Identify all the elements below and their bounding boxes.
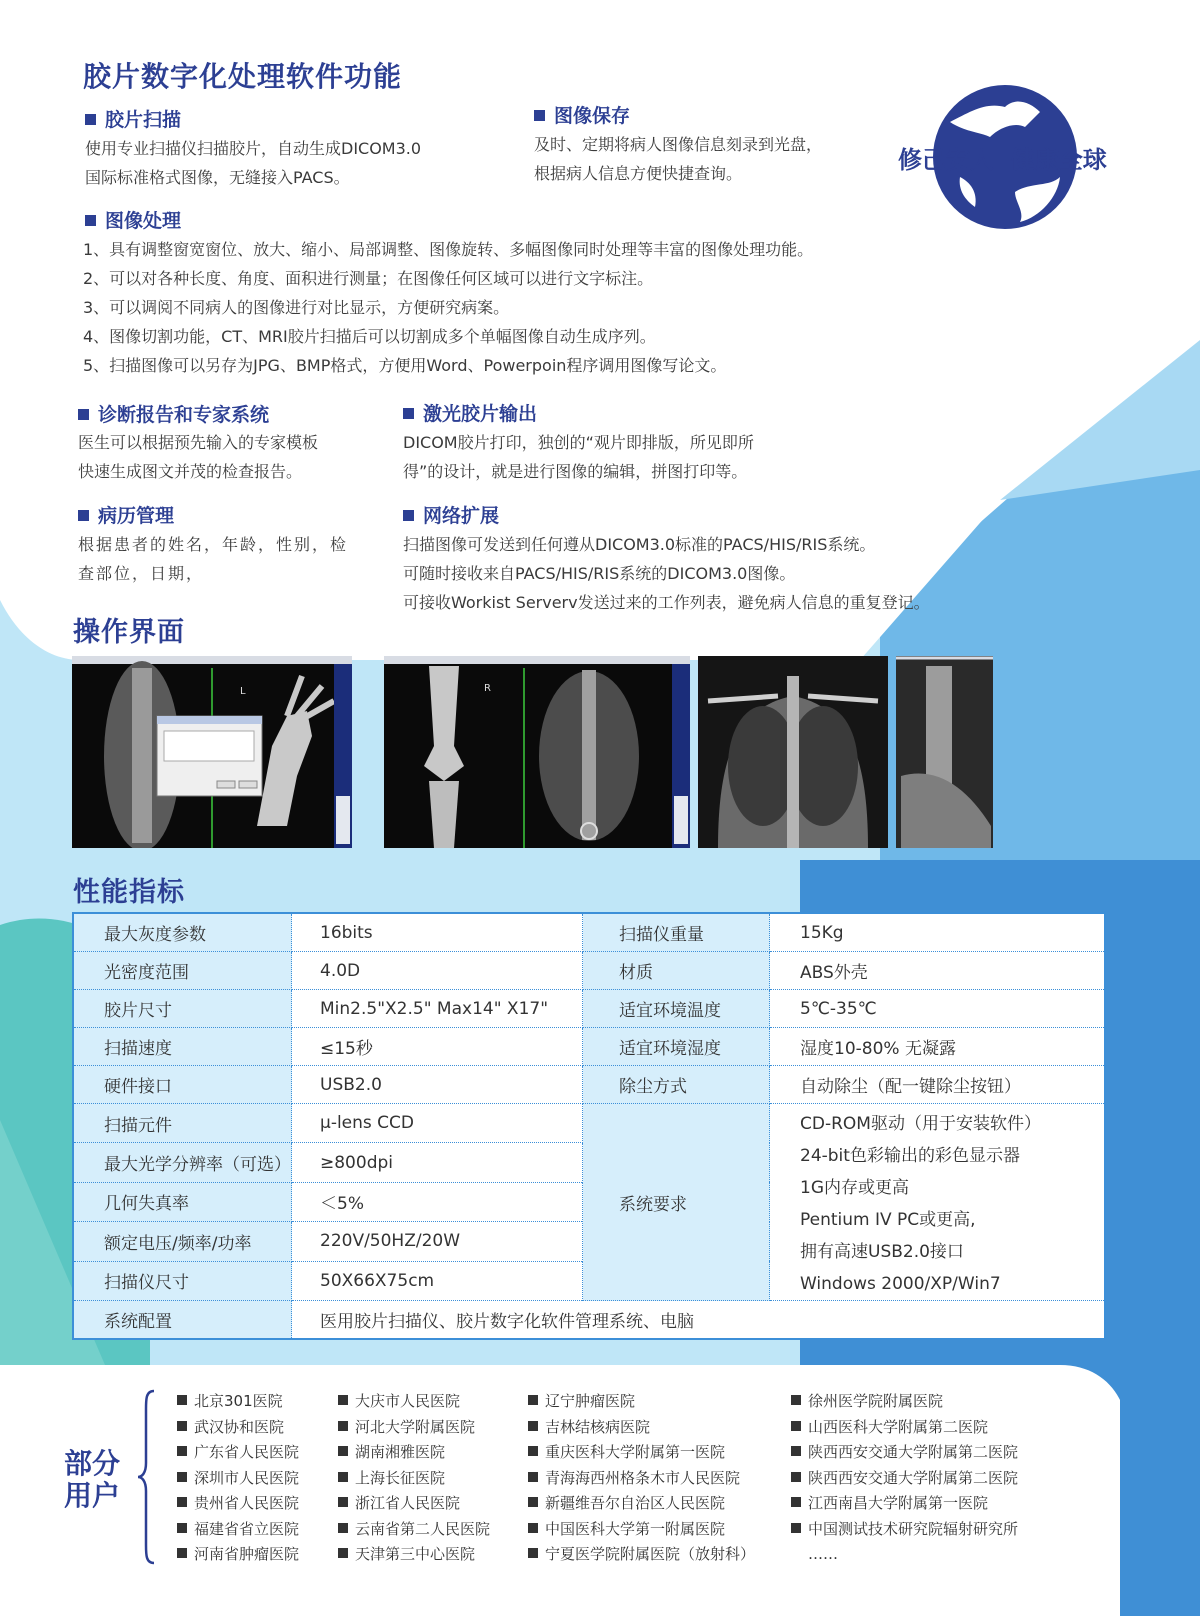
spec-value: ＜5% <box>292 1182 583 1221</box>
list-item <box>177 1542 299 1568</box>
spec-table <box>72 912 1106 1340</box>
sysreq-line: 24-bit色彩输出的彩色显示器 <box>800 1146 1020 1166</box>
bullet-square-icon <box>534 110 545 121</box>
list-item <box>177 1517 299 1543</box>
logo-slogan: 修己安人 健康全球 <box>898 146 1107 174</box>
list-item <box>338 1517 490 1543</box>
more-ellipsis: …… <box>808 1545 838 1563</box>
section-laser-body <box>403 428 754 486</box>
spec-value: 5℃-35℃ <box>770 990 1106 1028</box>
list-item <box>338 1415 490 1441</box>
bullet-square-icon <box>338 1446 348 1456</box>
hospital-name: 浙江省人民医院 <box>355 1494 461 1512</box>
table-row <box>73 1301 1105 1340</box>
bullet-square-icon <box>338 1523 348 1533</box>
spec-label: 适宜环境湿度 <box>583 1028 770 1066</box>
spec-value: ABS外壳 <box>770 952 1106 990</box>
hospital-column <box>528 1389 755 1568</box>
bullet-square-icon <box>338 1497 348 1507</box>
performance-title: 性能指标 <box>73 877 185 908</box>
text-line: DICOM胶片打印，独创的“观片即排版，所见即所 <box>403 433 754 452</box>
bullet-square-icon <box>791 1497 801 1507</box>
table-row <box>73 952 1105 990</box>
text-line: 可接收Workist Serverv发送过来的工作列表，避免病人信息的重复登记。 <box>403 593 930 612</box>
section-scan-title-text: 胶片扫描 <box>105 109 182 131</box>
spec-label: 额定电压/频率/功率 <box>73 1222 292 1261</box>
spec-label: 扫描速度 <box>73 1028 292 1066</box>
bullet-square-icon <box>528 1548 538 1558</box>
section-laser-title-text: 激光胶片输出 <box>423 403 538 425</box>
spec-value: 50X66X75cm <box>292 1261 583 1300</box>
spec-label: 扫描仪重量 <box>583 913 770 952</box>
hospital-name: 大庆市人民医院 <box>355 1392 461 1410</box>
spec-label: 适宜环境温度 <box>583 990 770 1028</box>
hospital-name: 广东省人民医院 <box>194 1443 300 1461</box>
bullet-square-icon <box>791 1472 801 1482</box>
spec-value: μ-lens CCD <box>292 1104 583 1143</box>
hospital-name: 贵州省人民医院 <box>194 1494 300 1512</box>
page-title: 胶片数字化处理软件功能 <box>83 60 403 93</box>
hospital-name: 深圳市人民医院 <box>194 1468 300 1487</box>
text-line: 扫描图像可发送到任何遵从DICOM3.0标准的PACS/HIS/RIS系统。 <box>403 535 876 554</box>
table-row <box>73 1028 1105 1066</box>
text-line: 根据患者的姓名，年龄，性别，检 <box>78 535 349 554</box>
list-item <box>528 1415 755 1441</box>
bullet-square-icon <box>78 510 89 521</box>
section-report-title-text: 诊断报告和专家系统 <box>98 404 270 426</box>
hospital-name: 辽宁肿瘤医院 <box>545 1392 636 1410</box>
section-scan-title <box>85 105 181 132</box>
hospital-name: 山西医科大学附属第二医院 <box>808 1417 989 1436</box>
hospital-name: 北京301医院 <box>194 1392 283 1410</box>
bullet-square-icon <box>78 409 89 420</box>
hospital-name: 重庆医科大学附属第一医院 <box>545 1443 726 1461</box>
sysreq-line: 1G内存或更高 <box>800 1178 909 1198</box>
screenshot-spine-wrist <box>72 656 352 848</box>
section-process-title-text: 图像处理 <box>105 210 182 232</box>
text-line: 使用专业扫描仪扫描胶片，自动生成DICOM3.0 <box>85 139 422 158</box>
list-item <box>528 1389 755 1415</box>
list-item <box>177 1440 299 1466</box>
bullet-square-icon <box>177 1472 187 1482</box>
bullet-square-icon <box>528 1395 538 1405</box>
bullet-square-icon <box>338 1421 348 1431</box>
users-title-line: 部分 <box>64 1447 121 1480</box>
bullet-square-icon <box>338 1395 348 1405</box>
spec-value: USB2.0 <box>292 1066 583 1104</box>
sysreq-line: Windows 2000/XP/Win7 <box>800 1274 1001 1294</box>
section-network-body <box>403 530 930 617</box>
spec-value: 4.0D <box>292 952 583 990</box>
section-save-title <box>534 101 630 128</box>
spec-label: 系统配置 <box>73 1301 292 1340</box>
spec-label: 扫描元件 <box>73 1104 292 1143</box>
bullet-square-icon <box>177 1497 187 1507</box>
hospital-name: 中国医科大学第一附属医院 <box>545 1519 726 1538</box>
spec-label: 最大灰度参数 <box>73 913 292 952</box>
list-item <box>528 1542 755 1568</box>
list-item <box>791 1517 1018 1543</box>
hospital-name: 天津第三中心医院 <box>355 1545 476 1563</box>
hospital-name: 河北大学附属医院 <box>355 1417 476 1436</box>
section-save-body <box>534 130 822 188</box>
list-item <box>338 1542 490 1568</box>
bullet-square-icon <box>177 1421 187 1431</box>
spec-value: 湿度10-80% 无凝露 <box>770 1028 1106 1066</box>
spec-value: 220V/50HZ/20W <box>292 1222 583 1261</box>
bullet-square-icon <box>177 1395 187 1405</box>
spec-value: 医用胶片扫描仪、胶片数字化软件管理系统、电脑 <box>292 1301 1106 1340</box>
text-line: 根据病人信息方便快捷查询。 <box>534 164 743 183</box>
text-line: 3、可以调阅不同病人的图像进行对比显示，方便研究病案。 <box>83 298 510 317</box>
bullet-square-icon <box>177 1548 187 1558</box>
bullet-square-icon <box>177 1523 187 1533</box>
bullet-square-icon <box>528 1523 538 1533</box>
list-item <box>338 1440 490 1466</box>
hospital-name: 云南省第二人民医院 <box>355 1519 491 1538</box>
sysreq-line: CD-ROM驱动（用于安装软件） <box>800 1114 1041 1134</box>
spec-value: ≤15秒 <box>292 1028 583 1066</box>
list-item <box>528 1466 755 1492</box>
text-line: 2、可以对各种长度、角度、面积进行测量；在图像任何区域可以进行文字标注。 <box>83 269 654 288</box>
list-item <box>791 1491 1018 1517</box>
bullet-square-icon <box>177 1446 187 1456</box>
section-save-title-text: 图像保存 <box>554 105 631 127</box>
section-scan-body <box>85 134 421 192</box>
spec-label: 除尘方式 <box>583 1066 770 1104</box>
brace-icon <box>136 1389 158 1565</box>
text-line: 5、扫描图像可以另存为JPG、BMP格式，方便用Word、Powerpoin程序调用图像写论文。 <box>83 356 727 375</box>
table-row <box>73 1066 1105 1104</box>
text-line: 国际标准格式图像，无缝接入PACS。 <box>85 168 350 187</box>
list-item <box>528 1517 755 1543</box>
hospital-name: 湖南湘雅医院 <box>355 1443 446 1461</box>
section-records-body <box>78 530 348 588</box>
section-report-body <box>78 428 318 486</box>
spec-value: ≥800dpi <box>292 1143 583 1182</box>
hospital-name: 河南省肿瘤医院 <box>194 1545 300 1563</box>
spec-label: 材质 <box>583 952 770 990</box>
list-item <box>791 1415 1018 1441</box>
list-item <box>791 1466 1018 1492</box>
interface-title: 操作界面 <box>73 617 185 648</box>
list-item <box>338 1466 490 1492</box>
sysreq-line: Pentium IV PC或更高, <box>800 1210 976 1230</box>
spec-label: 最大光学分辨率（可选） <box>73 1143 292 1182</box>
bullet-square-icon <box>528 1446 538 1456</box>
list-item <box>177 1389 299 1415</box>
section-report-title <box>78 400 269 427</box>
list-item-more <box>791 1542 1018 1568</box>
table-row <box>73 1104 1105 1143</box>
bullet-square-icon <box>791 1395 801 1405</box>
bullet-square-icon <box>528 1472 538 1482</box>
hospital-name: 陕西西安交通大学附属第二医院 <box>808 1468 1019 1487</box>
system-requirements <box>770 1104 1106 1301</box>
bullet-square-icon <box>528 1497 538 1507</box>
text-line: 医生可以根据预先输入的专家模板 <box>78 433 319 452</box>
list-item <box>177 1466 299 1492</box>
bullet-square-icon <box>791 1523 801 1533</box>
text-line: 可随时接收来自PACS/HIS/RIS系统的DICOM3.0图像。 <box>403 564 796 583</box>
list-item <box>177 1491 299 1517</box>
hospital-column <box>177 1389 299 1568</box>
list-item <box>177 1415 299 1441</box>
hospital-name: 上海长征医院 <box>355 1468 446 1487</box>
text-line: 得”的设计，就是进行图像的编辑，拼图打印等。 <box>403 462 748 481</box>
list-item <box>791 1389 1018 1415</box>
section-records-title <box>78 501 174 528</box>
bullet-square-icon <box>85 215 96 226</box>
users-title-line: 用户 <box>64 1479 121 1512</box>
table-row <box>73 913 1105 952</box>
users-title <box>64 1448 120 1512</box>
hospital-name: 武汉协和医院 <box>194 1417 285 1436</box>
bullet-square-icon <box>85 114 96 125</box>
bullet-square-icon <box>528 1421 538 1431</box>
hospital-column <box>791 1389 1018 1568</box>
spec-label: 硬件接口 <box>73 1066 292 1104</box>
hospital-name: 江西南昌大学附属第一医院 <box>808 1494 989 1512</box>
bullet-square-icon <box>403 510 414 521</box>
table-row <box>73 990 1105 1028</box>
hospital-name: 吉林结核病医院 <box>545 1417 651 1436</box>
spec-label: 光密度范围 <box>73 952 292 990</box>
spec-label: 胶片尺寸 <box>73 990 292 1028</box>
text-line: 4、图像切割功能，CT、MRI胶片扫描后可以切割成多个单幅图像自动生成序列。 <box>83 327 656 346</box>
hospital-name: 陕西西安交通大学附属第二医院 <box>808 1443 1019 1461</box>
spec-label: 扫描仪尺寸 <box>73 1261 292 1300</box>
section-network-title <box>403 501 499 528</box>
bullet-square-icon <box>791 1446 801 1456</box>
sysreq-line: 拥有高速USB2.0接口 <box>800 1242 964 1262</box>
text-line: 快速生成图文并茂的检查报告。 <box>78 462 303 481</box>
list-item <box>791 1440 1018 1466</box>
spec-value: 自动除尘（配一键除尘按钮） <box>770 1066 1106 1104</box>
section-process-title <box>85 206 181 233</box>
screenshot-lumbar <box>896 656 993 848</box>
hospital-name: 福建省省立医院 <box>194 1519 300 1538</box>
spec-value: 15Kg <box>770 913 1106 952</box>
list-item <box>528 1491 755 1517</box>
text-line: 1、具有调整窗宽窗位、放大、缩小、局部调整、图像旋转、多幅图像同时处理等丰富的图像处理功能。 <box>83 240 814 259</box>
spec-value: Min2.5"X2.5" Max14" X17" <box>292 990 583 1028</box>
hospital-name: 宁夏医学院附属医院（放射科） <box>545 1545 756 1563</box>
bullet-square-icon <box>791 1421 801 1431</box>
spec-label: 几何失真率 <box>73 1182 292 1221</box>
hospital-column <box>338 1389 490 1568</box>
hospital-name: 徐州医学院附属医院 <box>808 1392 944 1410</box>
screenshot-knee-abdomen <box>384 656 690 848</box>
hospital-name: 中国测试技术研究院辐射研究所 <box>808 1519 1019 1538</box>
bullet-square-icon <box>338 1548 348 1558</box>
hospital-name: 青海海西州格条木市人民医院 <box>545 1468 741 1487</box>
list-item <box>338 1491 490 1517</box>
list-item <box>338 1389 490 1415</box>
screenshot-chest <box>698 656 888 848</box>
section-laser-title <box>403 399 537 426</box>
bullet-square-icon <box>403 408 414 419</box>
spec-value: 16bits <box>292 913 583 952</box>
section-records-title-text: 病历管理 <box>98 505 175 527</box>
svg-text:R: R <box>484 683 491 694</box>
text-line: 及时、定期将病人图像信息刻录到光盘， <box>534 135 823 154</box>
section-network-title-text: 网络扩展 <box>423 505 500 527</box>
list-item <box>528 1440 755 1466</box>
svg-text:L: L <box>240 686 246 697</box>
section-process-body <box>83 235 813 380</box>
hospital-name: 新疆维吾尔自治区人民医院 <box>545 1494 726 1512</box>
text-line: 查部位，日期， <box>78 564 205 583</box>
spec-label-system: 系统要求 <box>583 1104 770 1301</box>
bullet-square-icon <box>338 1472 348 1482</box>
